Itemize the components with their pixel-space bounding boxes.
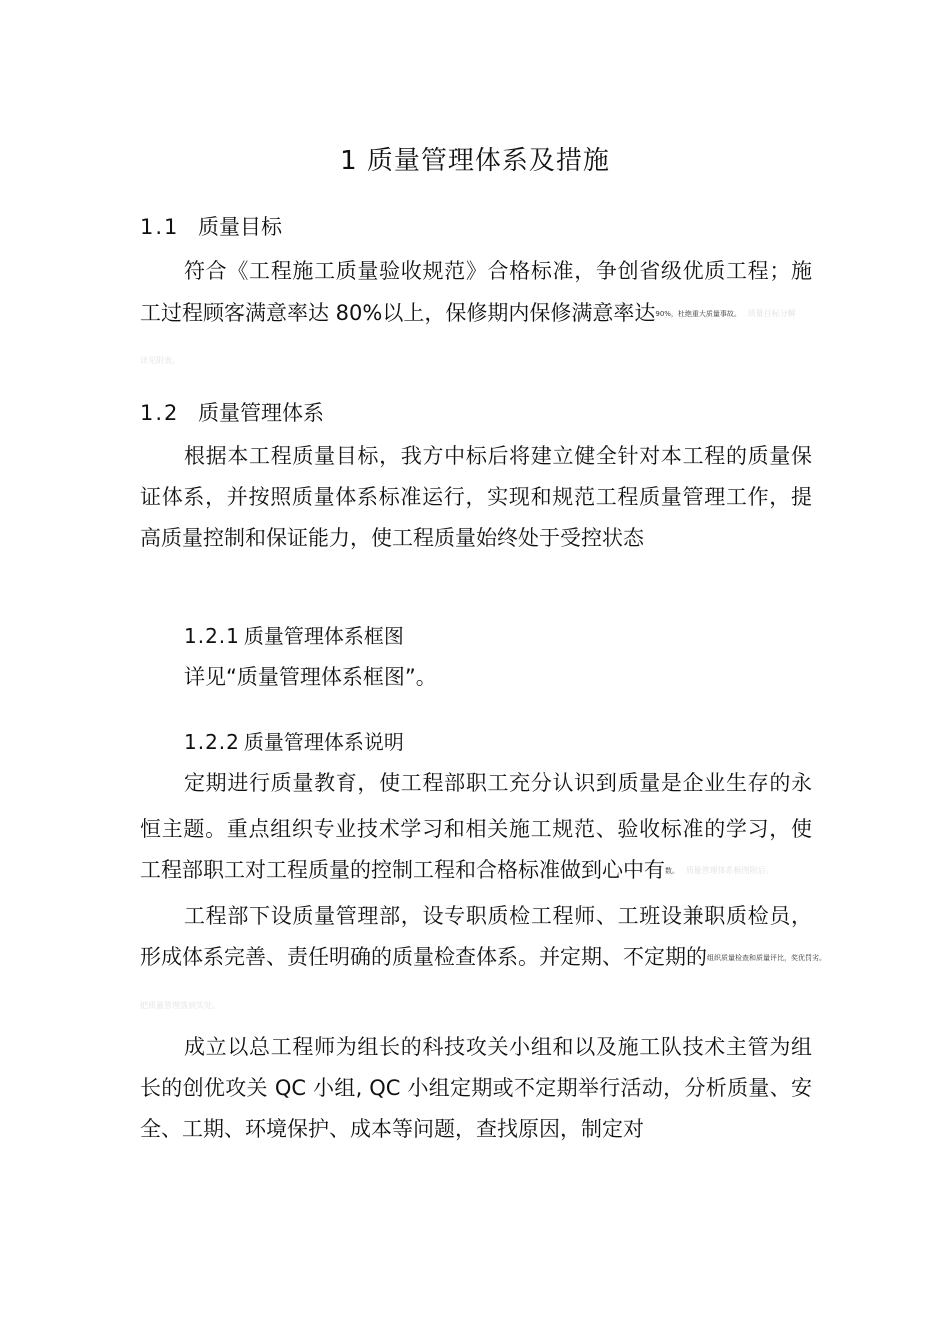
line-text: 形成体系完善、责任明确的质量检查体系。并定期、不定期的 [140,945,707,969]
paragraph-line: 长的创优攻关 QC 小组, QC 小组定期或不定期举行活动，分析质量、安 [140,1076,812,1100]
paragraph-line [140,298,812,329]
section-heading-1-2 [140,397,324,427]
page-title: 1 质量管理体系及措施 [340,146,610,176]
small-print-text: 数。 [665,867,679,875]
line-text: 工过程顾客满意率达 80%以上，保修期内保修满意率达 [140,301,656,325]
paragraph-line: 证体系，并按照质量体系标准运行，实现和规范工程质量管理工作，提 [140,485,812,509]
subsection-heading-1-2-2 [184,726,404,755]
section-title: 质量管理体系 [198,401,324,425]
subsection-heading-1-2-1 [184,620,404,649]
subsection-number: 1.2.1 [184,624,240,648]
paragraph-line: 高质量控制和保证能力，使工程质量始终处于受控状态 [140,526,644,550]
section-title: 质量目标 [198,215,282,239]
subsection-number: 1.2.2 [184,730,240,754]
paragraph-line: 符合《工程施工质量验收规范》合格标准，争创省级优质工程；施 [184,259,812,283]
faint-text: 质量目标分解 [747,309,796,318]
paragraph-line: 工程部下设质量管理部，设专职质检工程师、工班设兼职质检员， [184,904,812,928]
faint-text: 质量管理体系框图附后。 [685,866,774,875]
paragraph-line: 定期进行质量教育，使工程部职工充分认识到质量是企业生存的永 [184,771,812,795]
subsection-title: 质量管理体系框图 [243,624,404,648]
paragraph-line: 全、工期、环境保护、成本等问题，查找原因，制定对 [140,1117,644,1141]
paragraph-line: 根据本工程质量目标，我方中标后将建立健全针对本工程的质量保 [184,444,812,468]
section-heading-1-1 [140,211,282,241]
small-print-text: 90%，杜绝重大质量事故。 [655,310,741,318]
section-number: 1.2 [140,401,180,425]
faint-line: 详见附表。 [140,356,180,365]
paragraph-line: 成立以总工程师为组长的科技攻关小组和以及施工队技术主管为组 [184,1035,812,1059]
paragraph-line [140,855,812,886]
paragraph-line [140,942,826,973]
line-text: 工程部职工对工程质量的控制工程和合格标准做到心中有 [140,858,665,882]
subsection-title: 质量管理体系说明 [243,730,404,754]
section-number: 1.1 [140,215,180,239]
faint-line: 把质量管理落到实处。 [140,1001,220,1010]
small-print-text: 组织质量检查和质量评比，奖优罚劣。 [707,954,826,962]
paragraph-line: 详见“质量管理体系框图”。 [184,665,437,689]
paragraph-line: 恒主题。重点组织专业技术学习和相关施工规范、验收标准的学习，使 [140,817,812,841]
